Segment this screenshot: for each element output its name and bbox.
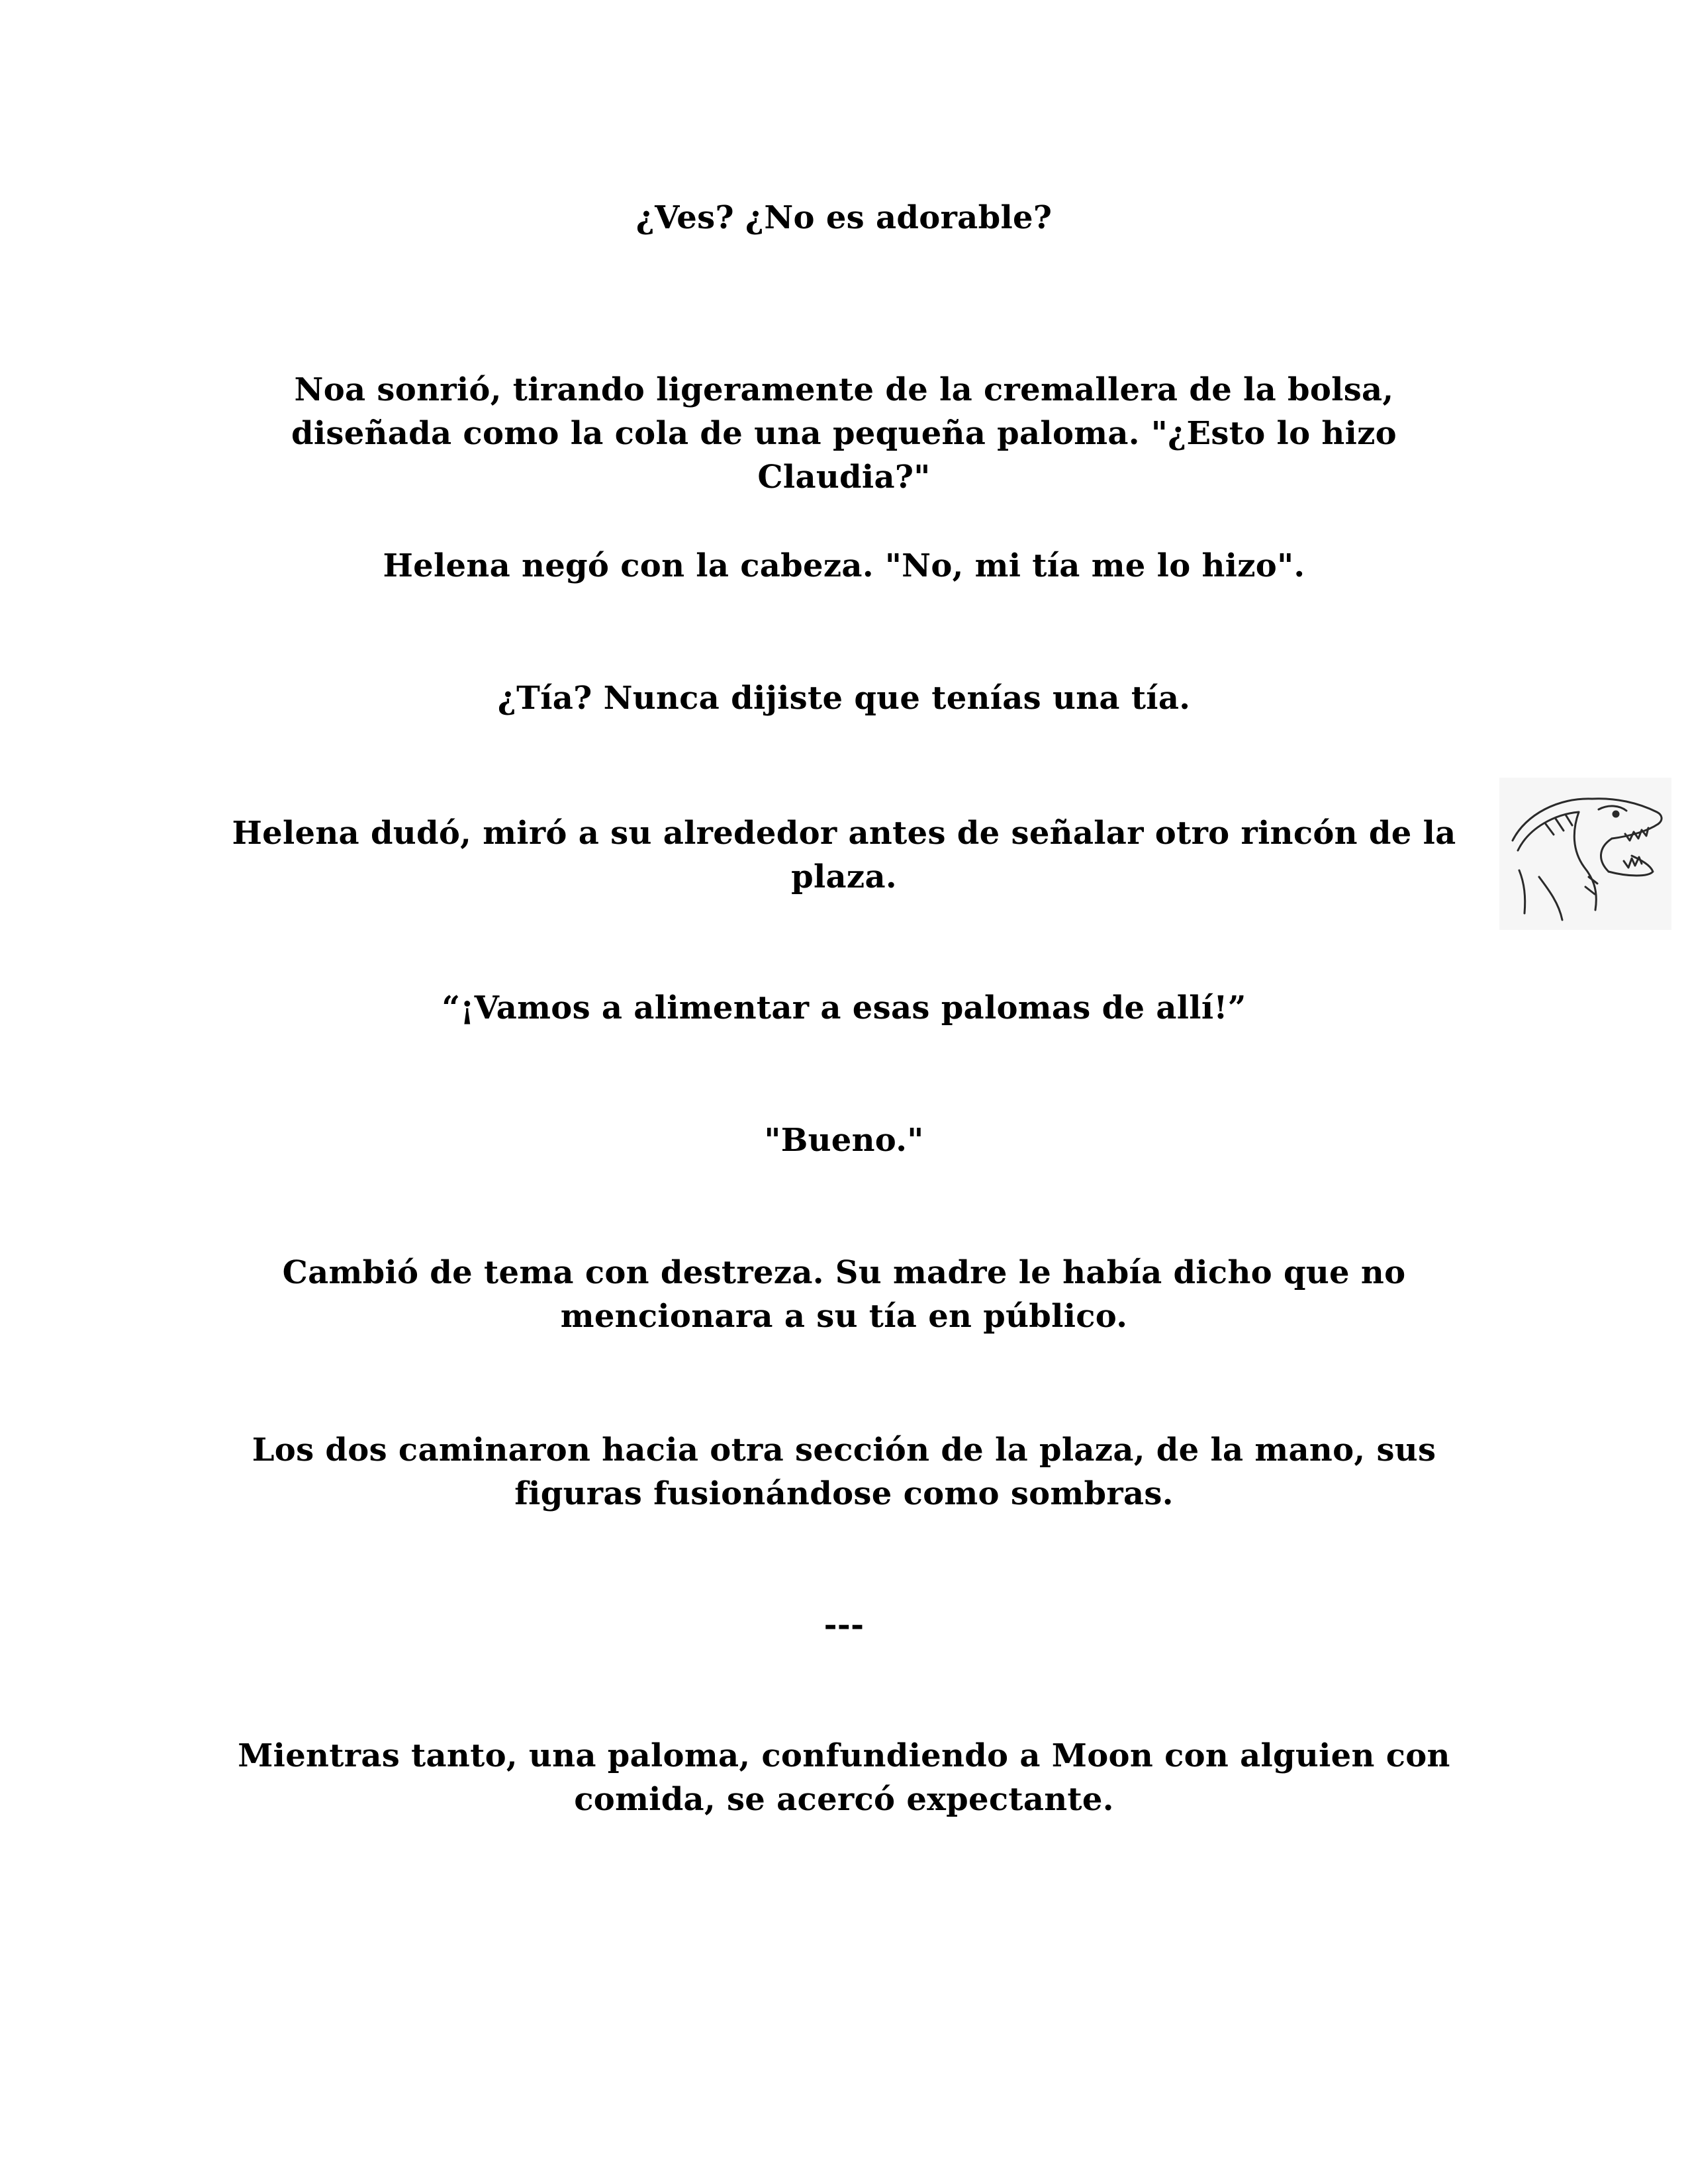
paragraph-7: "Bueno." <box>764 1122 924 1159</box>
paragraph-1: ¿Ves? ¿No es adorable? <box>635 199 1053 236</box>
paragraph-10: Mientras tanto, una paloma, confundiendo a Moon con alguien con comida, se acercó expectante. <box>238 1737 1450 1818</box>
section-separator: --- <box>823 1606 865 1643</box>
dinosaur-sketch-icon <box>1499 778 1671 930</box>
paragraph-9: Los dos caminaron hacia otra sección de la plaza, de la mano, sus figuras fusionándose como sombras. <box>252 1432 1436 1512</box>
paragraph-8: Cambió de tema con destreza. Su madre le había dicho que no mencionara a su tía en público. <box>282 1254 1406 1335</box>
paragraph-4: ¿Tía? Nunca dijiste que tenías una tía. <box>497 680 1191 717</box>
paragraph-3: Helena negó con la cabeza. "No, mi tía me lo hizo". <box>383 547 1305 584</box>
paragraph-2: Noa sonrió, tirando ligeramente de la cremallera de la bolsa, diseñada como la cola de una pequeña paloma. "¿Esto lo hizo Claudia?" <box>291 371 1397 496</box>
paragraph-6: “¡Vamos a alimentar a esas palomas de allí!” <box>442 989 1246 1026</box>
paragraph-5: Helena dudó, miró a su alrededor antes de señalar otro rincón de la plaza. <box>232 815 1456 895</box>
